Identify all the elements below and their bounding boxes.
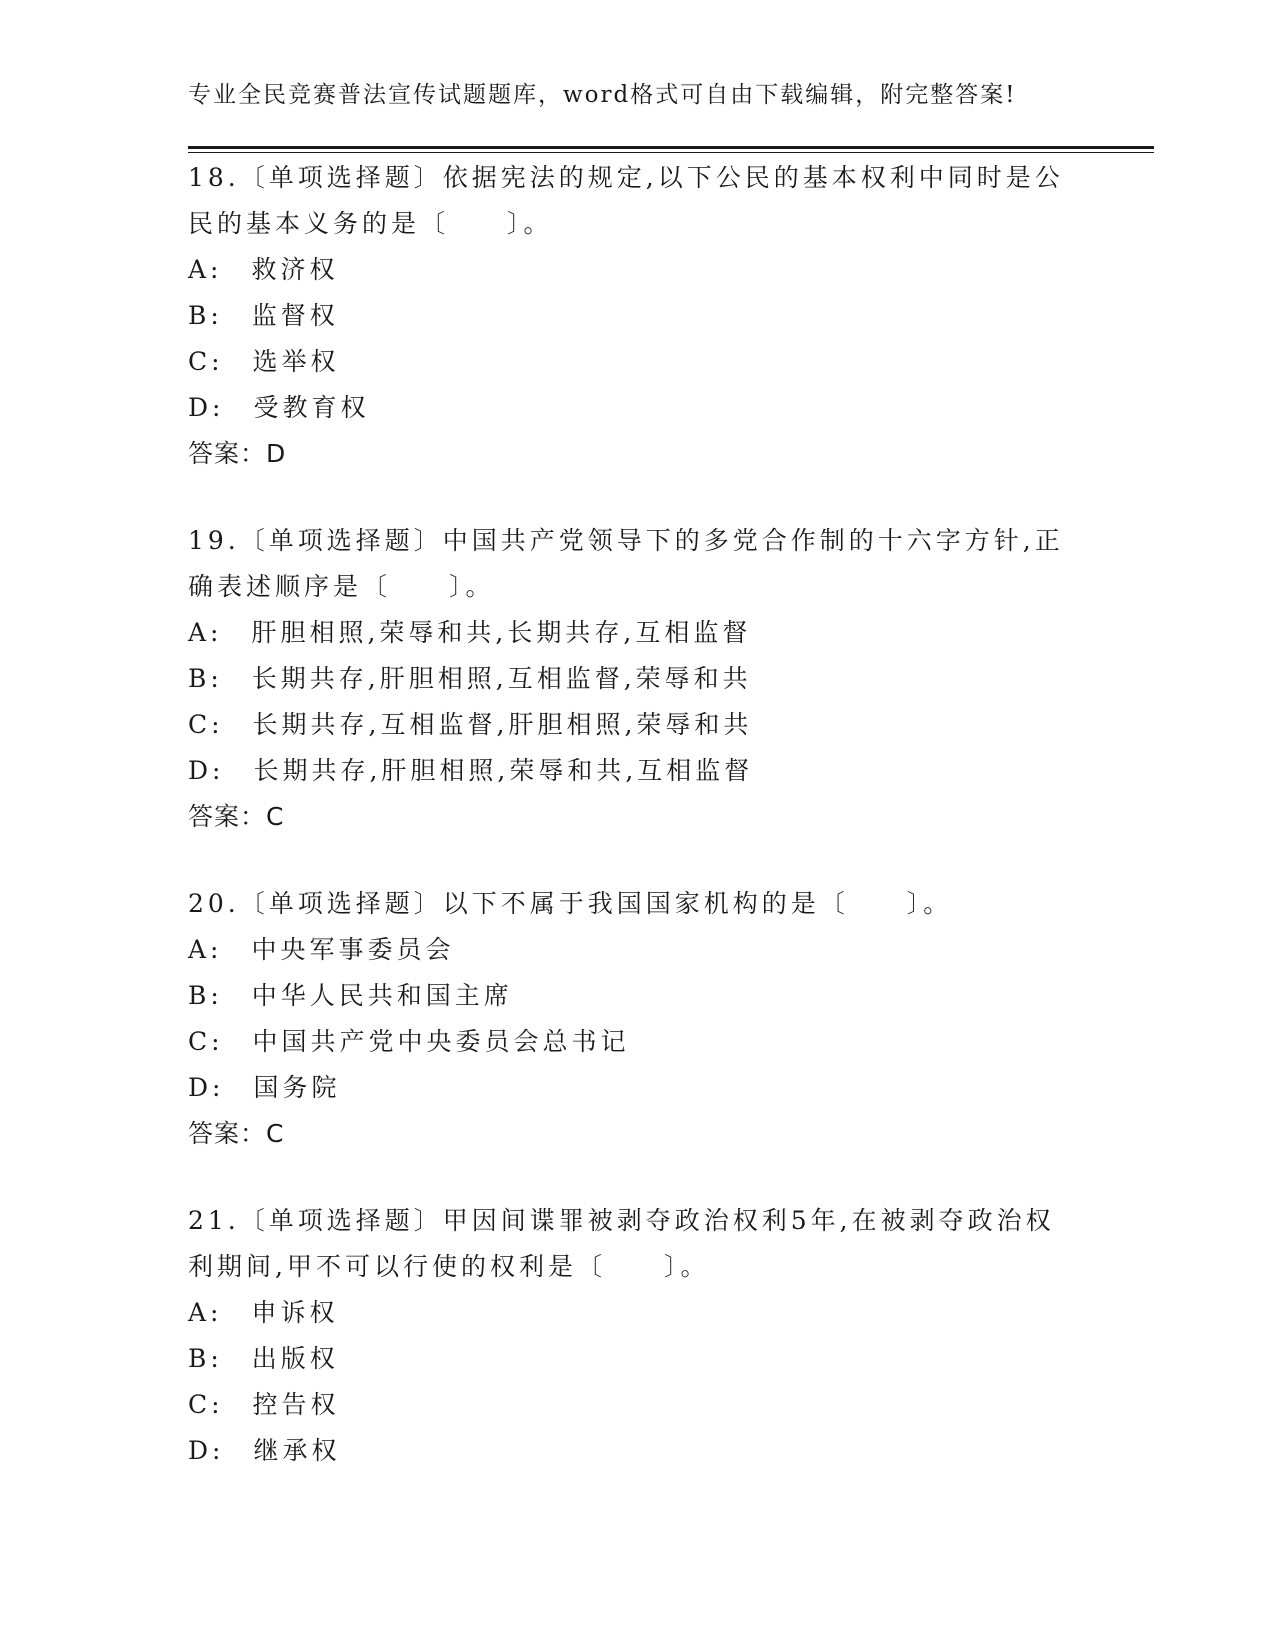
question-stem-line: 20.〔单项选择题〕以下不属于我国国家机构的是〔 〕。 — [188, 889, 953, 918]
answer: 答案：C — [188, 802, 285, 831]
option-d: D: 长期共存,肝胆相照,荣辱和共,互相监督 — [188, 756, 754, 785]
option-d: D: 受教育权 — [188, 393, 370, 422]
answer: 答案：D — [188, 439, 287, 468]
option-a: A: 肝胆相照,荣辱和共,长期共存,互相监督 — [188, 618, 752, 647]
header-rule-thin — [188, 152, 1154, 153]
question-stem-line: 确表述顺序是〔 〕。 — [188, 572, 495, 601]
option-d: D: 继承权 — [188, 1436, 341, 1465]
question-21 — [188, 1198, 1068, 1474]
option-b: B: 出版权 — [188, 1344, 339, 1373]
question-stem-line: 民的基本义务的是〔 〕。 — [188, 209, 553, 238]
question-list — [188, 155, 1068, 1515]
option-c: C: 中国共产党中央委员会总书记 — [188, 1027, 630, 1056]
option-c: C: 长期共存,互相监督,肝胆相照,荣辱和共 — [188, 710, 753, 739]
question-stem-line: 21.〔单项选择题〕甲因间谍罪被剥夺政治权利5年,在被剥夺政治权 — [188, 1206, 1055, 1235]
option-b: B: 中华人民共和国主席 — [188, 981, 513, 1010]
question-stem-line: 19.〔单项选择题〕中国共产党领导下的多党合作制的十六字方针,正 — [188, 526, 1064, 555]
question-20 — [188, 881, 1068, 1157]
question-19 — [188, 518, 1068, 840]
option-a: A: 中央军事委员会 — [188, 935, 455, 964]
option-a: A: 申诉权 — [188, 1298, 339, 1327]
option-a: A: 救济权 — [188, 255, 339, 284]
question-stem-line: 利期间,甲不可以行使的权利是〔 〕。 — [188, 1252, 710, 1281]
question-stem-line: 18.〔单项选择题〕依据宪法的规定,以下公民的基本权利中同时是公 — [188, 163, 1064, 192]
page-header: 专业全民竞赛普法宣传试题题库，word格式可自由下载编辑，附完整答案! — [188, 82, 1017, 108]
option-c: C: 控告权 — [188, 1390, 340, 1419]
option-c: C: 选举权 — [188, 347, 340, 376]
question-18 — [188, 155, 1068, 477]
option-b: B: 长期共存,肝胆相照,互相监督,荣辱和共 — [188, 664, 752, 693]
answer: 答案：C — [188, 1119, 285, 1148]
option-d: D: 国务院 — [188, 1073, 341, 1102]
option-b: B: 监督权 — [188, 301, 339, 330]
header-rule-thick — [188, 146, 1154, 149]
